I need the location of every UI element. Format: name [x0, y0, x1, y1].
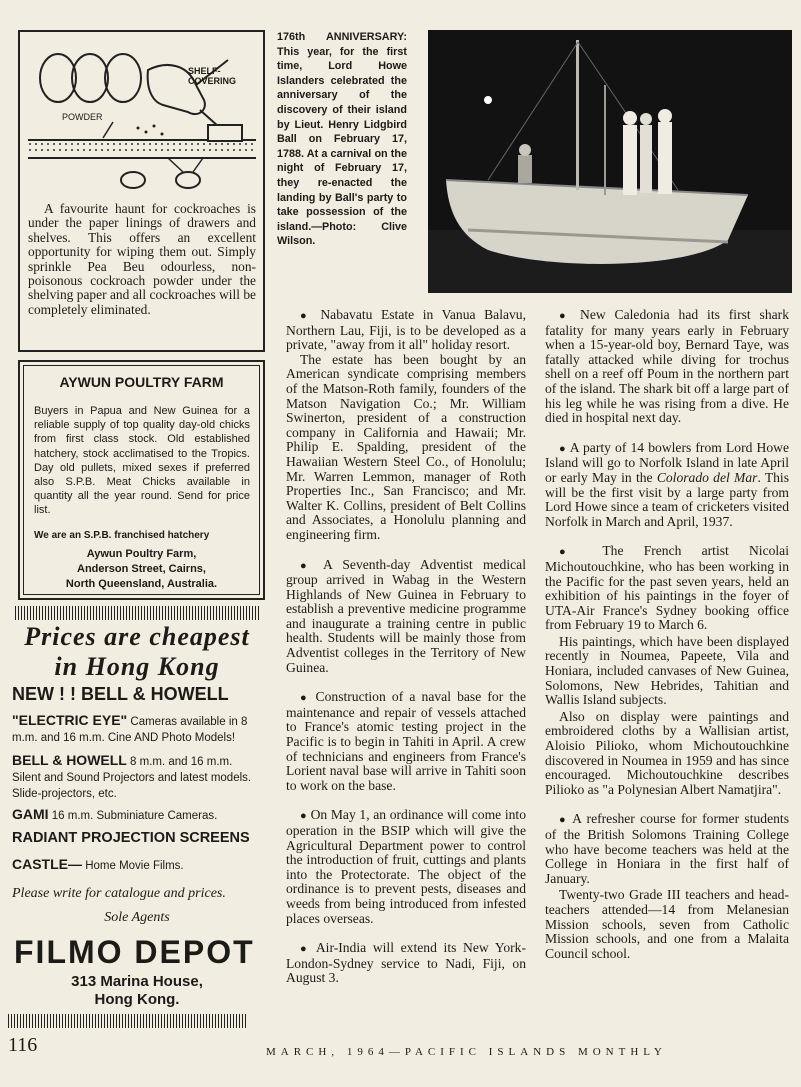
filmo-headline-1: Prices are cheapest — [24, 622, 250, 651]
filmo-line-3 — [12, 752, 264, 802]
poultry-ad-address-2: Anderson Street, Cairns, — [77, 563, 206, 575]
bullet-icon: ● — [300, 692, 310, 705]
boat-photo-drawing — [428, 30, 792, 293]
poultry-ad-body: Buyers in Papua and New Guinea for a reliable supply of top quality day-old chicks from first class stock. Old established hatchery, stock acclimatised to the Tropics. Day old pullets, mixed sexes if preferred also S.P.B. Meat Chicks available in quantity all the year round. Send for price list. — [34, 405, 250, 517]
filmo-line-4 — [12, 806, 264, 824]
filmo-line-3-big: BELL & HOWELL — [12, 752, 127, 768]
article-artist — [545, 544, 789, 633]
article-bowlers-text-a: A party of 14 bowlers from Lord Howe Island will go to Norfolk Island in late April or early May in the — [545, 439, 789, 485]
page-number: 116 — [8, 1034, 38, 1056]
anniversary-photo — [428, 30, 792, 293]
article-shark — [545, 308, 789, 426]
filmo-line-1: NEW ! ! BELL & HOWELL — [12, 684, 229, 704]
poultry-ad-address-3: North Queensland, Australia. — [65, 578, 218, 590]
article-artist-p2: His paintings, which have been displayed recently in Noumea, Papeete, Vila and Honiara, included canvases of New Guinea, Solomons, New Hebrides, Tahitian and Wallis Island subjects. — [545, 633, 789, 708]
article-refresher-text: A refresher course for former students of the British Solomons Training College who have become teachers was held at the College in Honiara in the first half of January. — [545, 811, 789, 886]
filmo-line-4-small: 16 m.m. Subminiature Cameras. — [51, 810, 218, 822]
article-adventist — [286, 558, 526, 676]
filmo-agents: Sole Agents — [104, 910, 170, 925]
article-adventist-text: A Seventh-day Adventist medical group arrived in Wabag in the Western Highlands of New Guinea in February to establish a preventive medicine programme and inaugurate a training centre in public health. Students will be mainly those from Adventist colleges in the Territory of New Guinea. — [286, 556, 526, 675]
article-ordinance — [286, 808, 526, 926]
bullet-icon: ● — [559, 814, 568, 827]
bullet-icon: ● — [300, 310, 312, 322]
photo-caption: 176th ANNIVERSARY: This year, for the first time, Lord Howe Islanders celebrated the anniversary of the discovery of their island by Lieut. Henry Lidgbird Ball on February 17, 1788. At a carnival on the night of February 17, they re-enacted the landing by Ball's party to take possession of the island.—Photo: Clive Wilson. — [277, 31, 407, 248]
bullet-icon: ● — [300, 943, 310, 956]
filmo-brand: FILMO DEPOT — [14, 934, 255, 970]
article-refresher-p2: Twenty-two Grade III teachers and head-teachers attended—14 from Melanesian Mission schools, seven from Catholic Mission schools, and one from a Malaita Council school. — [545, 887, 789, 961]
ship-name: Colorado del Mar — [656, 469, 758, 485]
bullet-icon: ● — [559, 442, 567, 455]
label-powder: POWDER — [62, 112, 103, 122]
filmo-line-2-big: "ELECTRIC EYE" — [12, 712, 128, 728]
filmo-line-4-big: GAMI — [12, 806, 49, 822]
article-shark-text: New Caledonia had its first shark fatality for many years early in February when a 15-year-old boy, Bernard Taye, was fatally attacked while diving for trochus shell on a reef off Poum in the northern part of the island. The shark bit off a large part of his leg while he was rising from a dive. He died in hospital next day. — [545, 307, 789, 426]
hatch-divider-bottom — [8, 1014, 248, 1028]
article-nabavatu-text: Nabavatu Estate in Vanua Balavu, Northern Lau, Fiji, is to be developed as a private, "away from it all" holiday resort. — [286, 307, 526, 353]
filmo-line-5: RADIANT PROJECTION SCREENS — [12, 830, 250, 846]
article-air-india — [286, 941, 526, 986]
bullet-icon: ● — [559, 310, 572, 322]
right-column — [545, 308, 789, 961]
filmo-headline-2: in Hong Kong — [54, 652, 220, 681]
filmo-write: Please write for catalogue and prices. — [12, 886, 226, 901]
filmo-line-2 — [12, 712, 264, 746]
article-ordinance-text: On May 1, an ordinance will come into operation in the BSIP which will give the Agricultural Department power to control the introduction of fruit, cuttings and plants into the Protectorate. The object of the ordinance is to prevent pests, diseases and weeds from being introduced from infested places overseas. — [286, 807, 526, 926]
cockroach-ad — [18, 30, 265, 352]
filmo-line-3-small: 8 m.m. and 16 m.m. Silent and Sound Projectors and latest models. Slide-projectors, etc. — [12, 756, 252, 800]
poultry-ad — [18, 360, 265, 600]
cockroach-ad-text: A favourite haunt for cockroaches is under the paper linings of drawers and shelves. This offers an excellent opportunity for wiping them out. Simply sprinkle Pea Beu odourless, non-poisonous cockroach powder under the shelving paper and all cockroaches will be completely eliminated. — [28, 201, 256, 317]
filmo-line-6-big: CASTLE— — [12, 856, 82, 872]
filmo-line-2-small: Cameras available in 8 m.m. and 16 m.m. Cine AND Photo Models! — [12, 716, 248, 744]
bullet-icon: ● — [300, 810, 307, 823]
article-refresher — [545, 812, 789, 886]
poultry-ad-franchise: We are an S.P.B. franchised hatchery — [34, 530, 210, 541]
article-nabavatu — [286, 308, 526, 353]
bullet-icon: ● — [300, 559, 314, 572]
label-shelf-covering: SHELF-COVERING — [188, 66, 237, 86]
filmo-address-2: Hong Kong. — [94, 991, 180, 1008]
article-artist-text: The French artist Nicolai Michoutouchkine, who has been working in the Pacific for the past seven years, held an exhibition of his paintings in the foyer of UTA-Air France's Sydney booking office from February 19 to March 6. — [545, 543, 789, 633]
footer-line: MARCH, 1964—PACIFIC ISLANDS MONTHLY — [266, 1046, 667, 1058]
article-nabavatu-cont: The estate has been bought by an American syndicate comprising members of the Matson-Roth family, founders of the Matson Navigation Co.; Mr. William Swinerton, president of a construction company in California and Hawaii; Mr. Philip E. Spalding, president of the Hawaiian Western Steel Co., of Honolulu; Mr. Warren Lemmon, manager of Roth Properties Inc., San Francisco; and Mr. Walter K. Collins, president of Belt Collins and Associates, a Honolulu planning and engineering firm. — [286, 351, 526, 542]
article-air-india-text: Air-India will extend its New York-London-Sydney service to Nadi, Fiji, on August 3. — [286, 940, 526, 986]
article-naval-base — [286, 690, 526, 793]
filmo-address-1: 313 Marina House, — [71, 973, 203, 990]
article-artist-p3: Also on display were paintings and embroidered cloths by a Wallisian artist, Aloisio Pilioko, whom Michoutouchkine discovered in Noumea in 1959 and has since encouraged. Michoutouchkine describes Pilioko as "a Polynesian Albert Namatjira". — [545, 708, 789, 797]
middle-column — [286, 308, 526, 986]
article-bowlers — [545, 441, 789, 530]
bullet-icon: ● — [559, 546, 583, 559]
article-naval-base-text: Construction of a naval base for the maintenance and repair of vessels attached to France's atomic testing project in the Pacific is to begin in Tahiti in April. A crew of technicians and engineers from France's Lorient naval base will arrive in Tahiti soon to work on the base. — [286, 689, 526, 793]
poultry-ad-title: AYWUN POULTRY FARM — [59, 374, 224, 390]
article-bowlers-text-b: . This will be the first visit by a large party from Lord Howe since a team of cricketers visited Norfolk in March and April, 1937. — [545, 469, 789, 529]
poultry-ad-address-1: Aywun Poultry Farm, — [86, 548, 197, 560]
filmo-line-6-small: Home Movie Films. — [85, 860, 184, 872]
hatch-divider-top — [15, 606, 260, 620]
filmo-line-6 — [12, 856, 264, 874]
